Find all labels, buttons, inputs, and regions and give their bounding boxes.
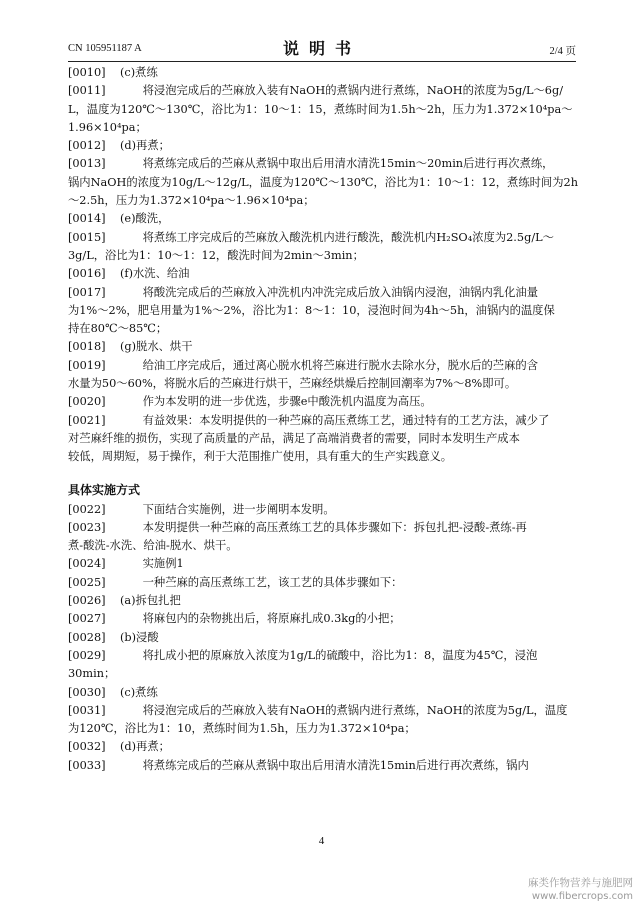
paragraph-number: [0022] [68, 502, 106, 516]
paragraph-line: 30min； [68, 667, 116, 681]
paragraph [68, 393, 582, 411]
paragraph [68, 629, 582, 647]
paragraph [68, 702, 582, 739]
paragraph-line: 将酸洗完成后的苎麻放入冲洗机内冲洗完成后放入油锅内浸泡，油锅内乳化油量 [120, 285, 538, 299]
paragraph-number: [0017] [68, 285, 106, 299]
paragraph-line: 3g/L，浴比为1：10～1：12，酸洗时间为2min～3min； [68, 248, 364, 262]
page-header [68, 36, 576, 60]
paragraph [68, 210, 582, 228]
paragraph-line: 本发明提供一种苎麻的高压煮练工艺的具体步骤如下：拆包扎把-浸酸-煮练-再 [120, 520, 527, 534]
paragraph-line: 对苎麻纤维的损伤，实现了高质量的产品，满足了高端消费者的需要，同时本发明生产成本 [68, 431, 520, 445]
paragraph-line: 将麻包内的杂物挑出后，将原麻扎成0.3kg的小把； [120, 612, 401, 626]
paragraph-line: 一种苎麻的高压煮练工艺，该工艺的具体步骤如下： [120, 575, 403, 589]
paragraph [68, 592, 582, 610]
paragraph-number: [0025] [68, 575, 106, 589]
document-number: CN 105951187 A [68, 43, 142, 54]
paragraph-line: 作为本发明的进一步优选，步骤e中酸洗机内温度为高压。 [120, 395, 432, 409]
paragraph [68, 412, 582, 467]
paragraph [68, 64, 582, 82]
paragraph-line: 将扎成小把的原麻放入浓度为1g/L的硫酸中，浴比为1：8，温度为45℃，浸泡 [120, 648, 538, 662]
paragraph-line: (c)煮练 [120, 685, 158, 699]
paragraph [68, 357, 582, 394]
paragraph-line: 将浸泡完成后的苎麻放入装有NaOH的煮锅内进行煮练，NaOH的浓度为5g/L，温度 [120, 703, 568, 717]
page-title: 说明书 [282, 39, 361, 58]
paragraph-number: [0012] [68, 139, 106, 153]
paragraph-number: [0015] [68, 230, 106, 244]
paragraph [68, 574, 582, 592]
watermark-url: www.fibercrops.com [531, 891, 633, 902]
paragraph-line: (c)煮练 [120, 66, 158, 79]
paragraph-number: [0011] [68, 84, 106, 98]
paragraph-line: (g)脱水、烘干 [120, 340, 193, 354]
paragraph-number: [0020] [68, 395, 106, 409]
paragraph-number: [0013] [68, 157, 106, 171]
paragraph-line: 将煮练完成后的苎麻从煮锅中取出后用清水清洗15min后进行再次煮练，锅内 [120, 758, 529, 772]
paragraph-number: [0023] [68, 520, 106, 534]
paragraph-line: 下面结合实施例，进一步阐明本发明。 [120, 502, 335, 516]
paragraph [68, 265, 582, 283]
paragraph-line: L，温度为120℃～130℃，浴比为1：10～1：15，煮练时间为1.5h～2h，压力为1.372×10⁴pa～ [68, 102, 573, 116]
watermark [528, 877, 633, 903]
paragraph-list-bottom [68, 501, 582, 775]
paragraph-line: 水量为50～60%，将脱水后的苎麻进行烘干，苎麻经烘燥后控制回潮率为7%～8%即可。 [68, 377, 517, 391]
paragraph-number: [0010] [68, 66, 106, 79]
paragraph-number: [0016] [68, 267, 106, 281]
paragraph [68, 284, 582, 339]
paragraph-line: ～2.5h，压力为1.372×10⁴pa～1.96×10⁴pa； [68, 194, 315, 208]
paragraph [68, 501, 582, 519]
paragraph-line: 将煮练完成后的苎麻从煮锅中取出后用清水清洗15min～20min后进行再次煮练， [120, 157, 554, 171]
paragraph-number: [0031] [68, 703, 106, 717]
paragraph-number: [0028] [68, 630, 106, 644]
paragraph-line: (b)浸酸 [120, 630, 159, 644]
paragraph-number: [0018] [68, 340, 106, 354]
paragraph-line: 为120℃，浴比为1：10，煮练时间为1.5h，压力为1.372×10⁴pa； [68, 722, 416, 736]
paragraph [68, 137, 582, 155]
paragraph-line: 将浸泡完成后的苎麻放入装有NaOH的煮锅内进行煮练，NaOH的浓度为5g/L～6g/ [120, 84, 564, 98]
paragraph [68, 82, 582, 137]
paragraph [68, 738, 582, 756]
paragraph-line: 给油工序完成后，通过离心脱水机将苎麻进行脱水去除水分，脱水后的苎麻的含 [120, 358, 538, 372]
paragraph [68, 610, 582, 628]
paragraph [68, 647, 582, 684]
paragraph-line: 1.96×10⁴pa； [68, 120, 147, 134]
document-body [68, 64, 582, 775]
paragraph-number: [0027] [68, 612, 106, 626]
paragraph-number: [0029] [68, 648, 106, 662]
paragraph-number: [0014] [68, 212, 106, 226]
paragraph-line: (f)水洗、给油 [120, 267, 190, 281]
paragraph-line: 锅内NaOH的浓度为10g/L～12g/L，温度为120℃～130℃，浴比为1：10～1：12，煮练时间为2h [68, 175, 578, 189]
paragraph [68, 555, 582, 573]
header-rule [68, 61, 576, 62]
paragraph-line: 有益效果：本发明提供的一种苎麻的高压煮练工艺，通过特有的工艺方法，减少了 [120, 413, 550, 427]
page-number: 4 [318, 835, 325, 847]
paragraph-number: [0019] [68, 358, 106, 372]
paragraph [68, 155, 582, 210]
paragraph [68, 519, 582, 556]
paragraph-number: [0030] [68, 685, 106, 699]
paragraph-list-top [68, 64, 582, 467]
paragraph-number: [0033] [68, 758, 106, 772]
paragraph [68, 338, 582, 356]
paragraph [68, 757, 582, 775]
paragraph [68, 229, 582, 266]
paragraph [68, 684, 582, 702]
paragraph-line: 煮-酸洗-水洗、给油-脱水、烘干。 [68, 539, 238, 553]
watermark-site-name: 麻类作物营养与施肥网 [528, 877, 633, 889]
paragraph-line: 将煮练工序完成后的苎麻放入酸洗机内进行酸洗，酸洗机内H₂SO₄浓度为2.5g/L～ [120, 230, 554, 244]
paragraph-line: 实施例1 [120, 557, 184, 571]
paragraph-line: 为1%～2%，肥皂用量为1%～2%，浴比为1：8～1：10，浸泡时间为4h～5h，油锅内的温度保 [68, 303, 555, 317]
section-heading: 具体实施方式 [68, 482, 141, 497]
paragraph-number: [0026] [68, 594, 106, 608]
paragraph-number: [0021] [68, 413, 106, 427]
paragraph-line: (d)再煮； [120, 139, 170, 153]
paragraph-line: 较低，周期短，易于操作，利于大范围推广使用，具有重大的生产实践意义。 [68, 450, 453, 464]
paragraph-number: [0024] [68, 557, 106, 571]
paragraph-line: (e)酸洗， [120, 212, 170, 226]
page-of-total: 2/4 页 [549, 46, 576, 57]
paragraph-line: 持在80℃～85℃； [68, 322, 168, 336]
paragraph-number: [0032] [68, 740, 106, 754]
paragraph-line: (a)拆包扎把 [120, 594, 181, 608]
paragraph-line: (d)再煮； [120, 740, 170, 754]
